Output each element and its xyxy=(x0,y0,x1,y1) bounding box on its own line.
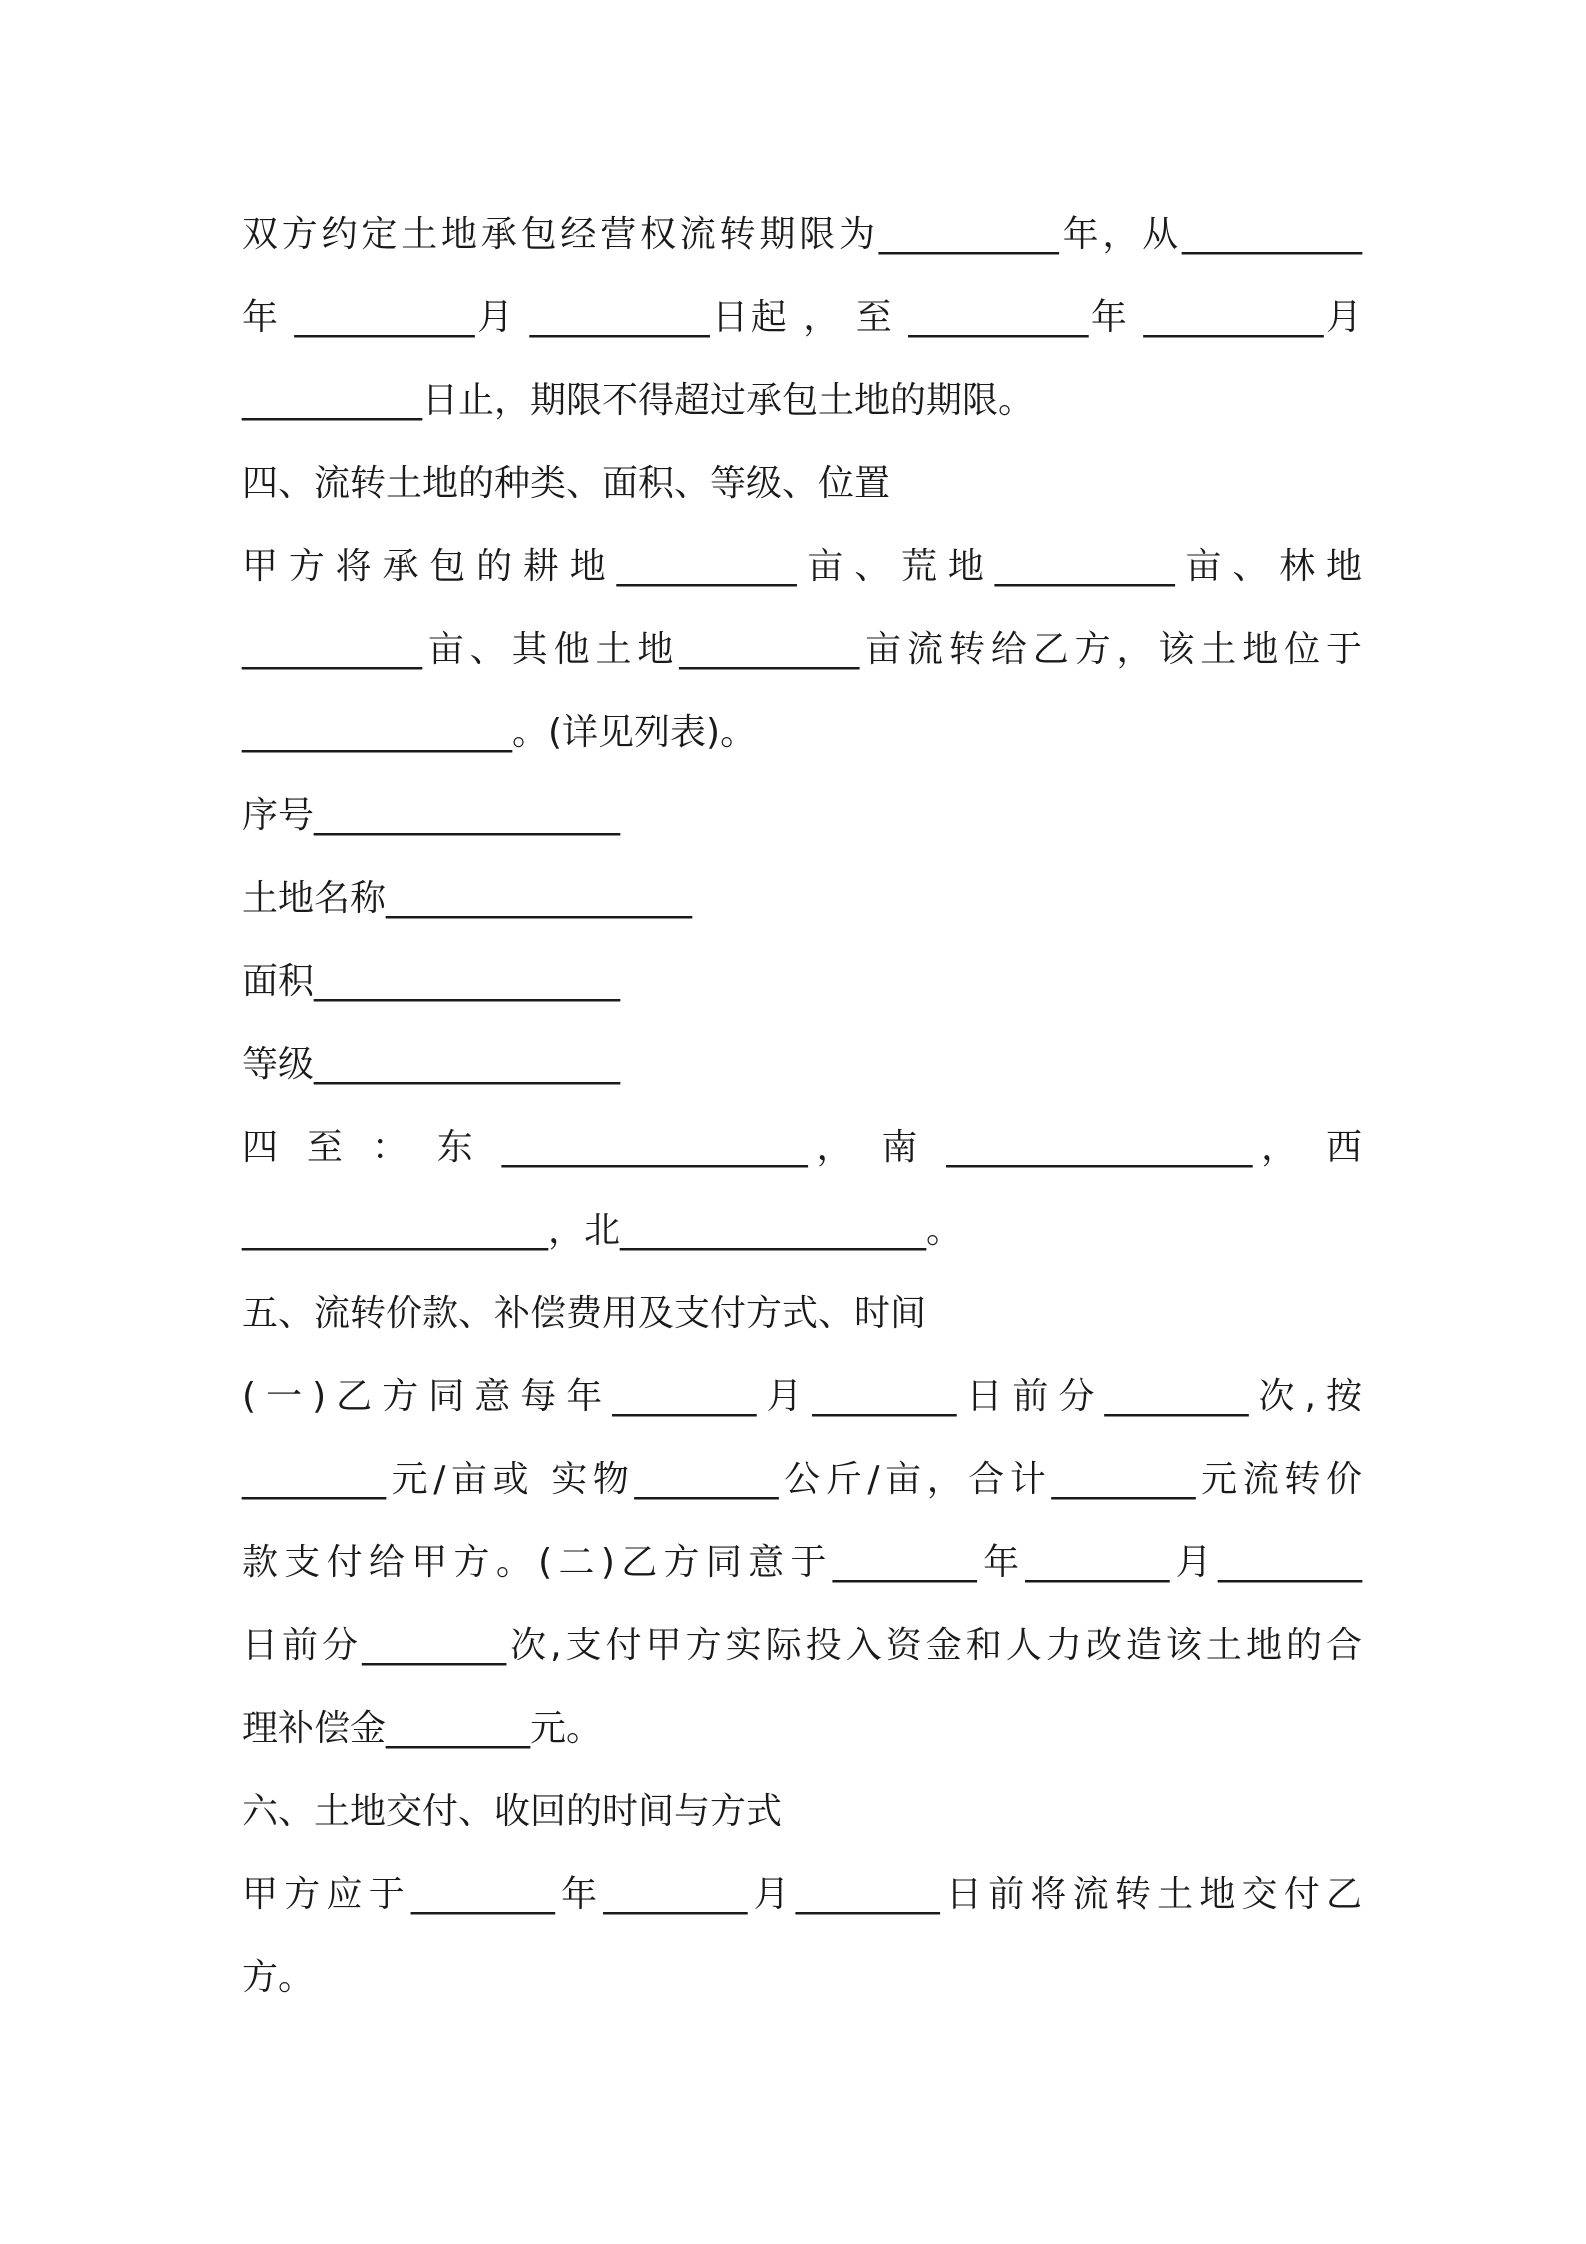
text-line: 双方约定土地承包经营权流转期限为__________年，从__________ xyxy=(242,214,1362,255)
text-line: _________________，北_________________。 xyxy=(242,1210,962,1251)
field-land-name: 土地名称_________________ xyxy=(242,878,693,919)
text-line: (一)乙方同意每年________月________日前分________次,按 xyxy=(242,1376,1362,1417)
text-line: ________元/亩或 实物________公斤/亩，合计________元流转价 xyxy=(242,1459,1362,1500)
text-line: 甲方将承包的耕地__________亩、荒地__________亩、林地 xyxy=(242,546,1362,587)
text-line: __________亩、其他土地__________亩流转给乙方，该土地位于 xyxy=(242,629,1362,670)
section-heading: 五、流转价款、补偿费用及支付方式、时间 xyxy=(242,1293,927,1334)
text-line: 款支付给甲方。(二)乙方同意于________年________月________ xyxy=(242,1542,1362,1583)
text-line: 日前分________次,支付甲方实际投入资金和人力改造该土地的合 xyxy=(242,1625,1362,1666)
text-line: 理补偿金________元。 xyxy=(242,1708,603,1749)
text-line: __________日止，期限不得超过承包土地的期限。 xyxy=(242,380,1035,421)
text-line: 年 __________月 __________日起 ， 至 __________年 __________月 xyxy=(242,297,1362,338)
text-line: _______________。(详见列表)。 xyxy=(242,712,757,753)
section-heading: 四、流转土地的种类、面积、等级、位置 xyxy=(242,463,891,504)
field-boundaries: 四 至 ： 东 _________________， 南 _________________， 西 xyxy=(242,1127,1362,1168)
section-heading: 六、土地交付、收回的时间与方式 xyxy=(242,1791,783,1832)
text-line: 甲方应于________年________月________日前将流转土地交付乙 xyxy=(242,1874,1362,1915)
field-grade: 等级_________________ xyxy=(242,1044,621,1085)
field-area: 面积_________________ xyxy=(242,961,621,1002)
text-line: 方。 xyxy=(242,1957,315,1998)
field-serial-number: 序号_________________ xyxy=(242,795,621,836)
